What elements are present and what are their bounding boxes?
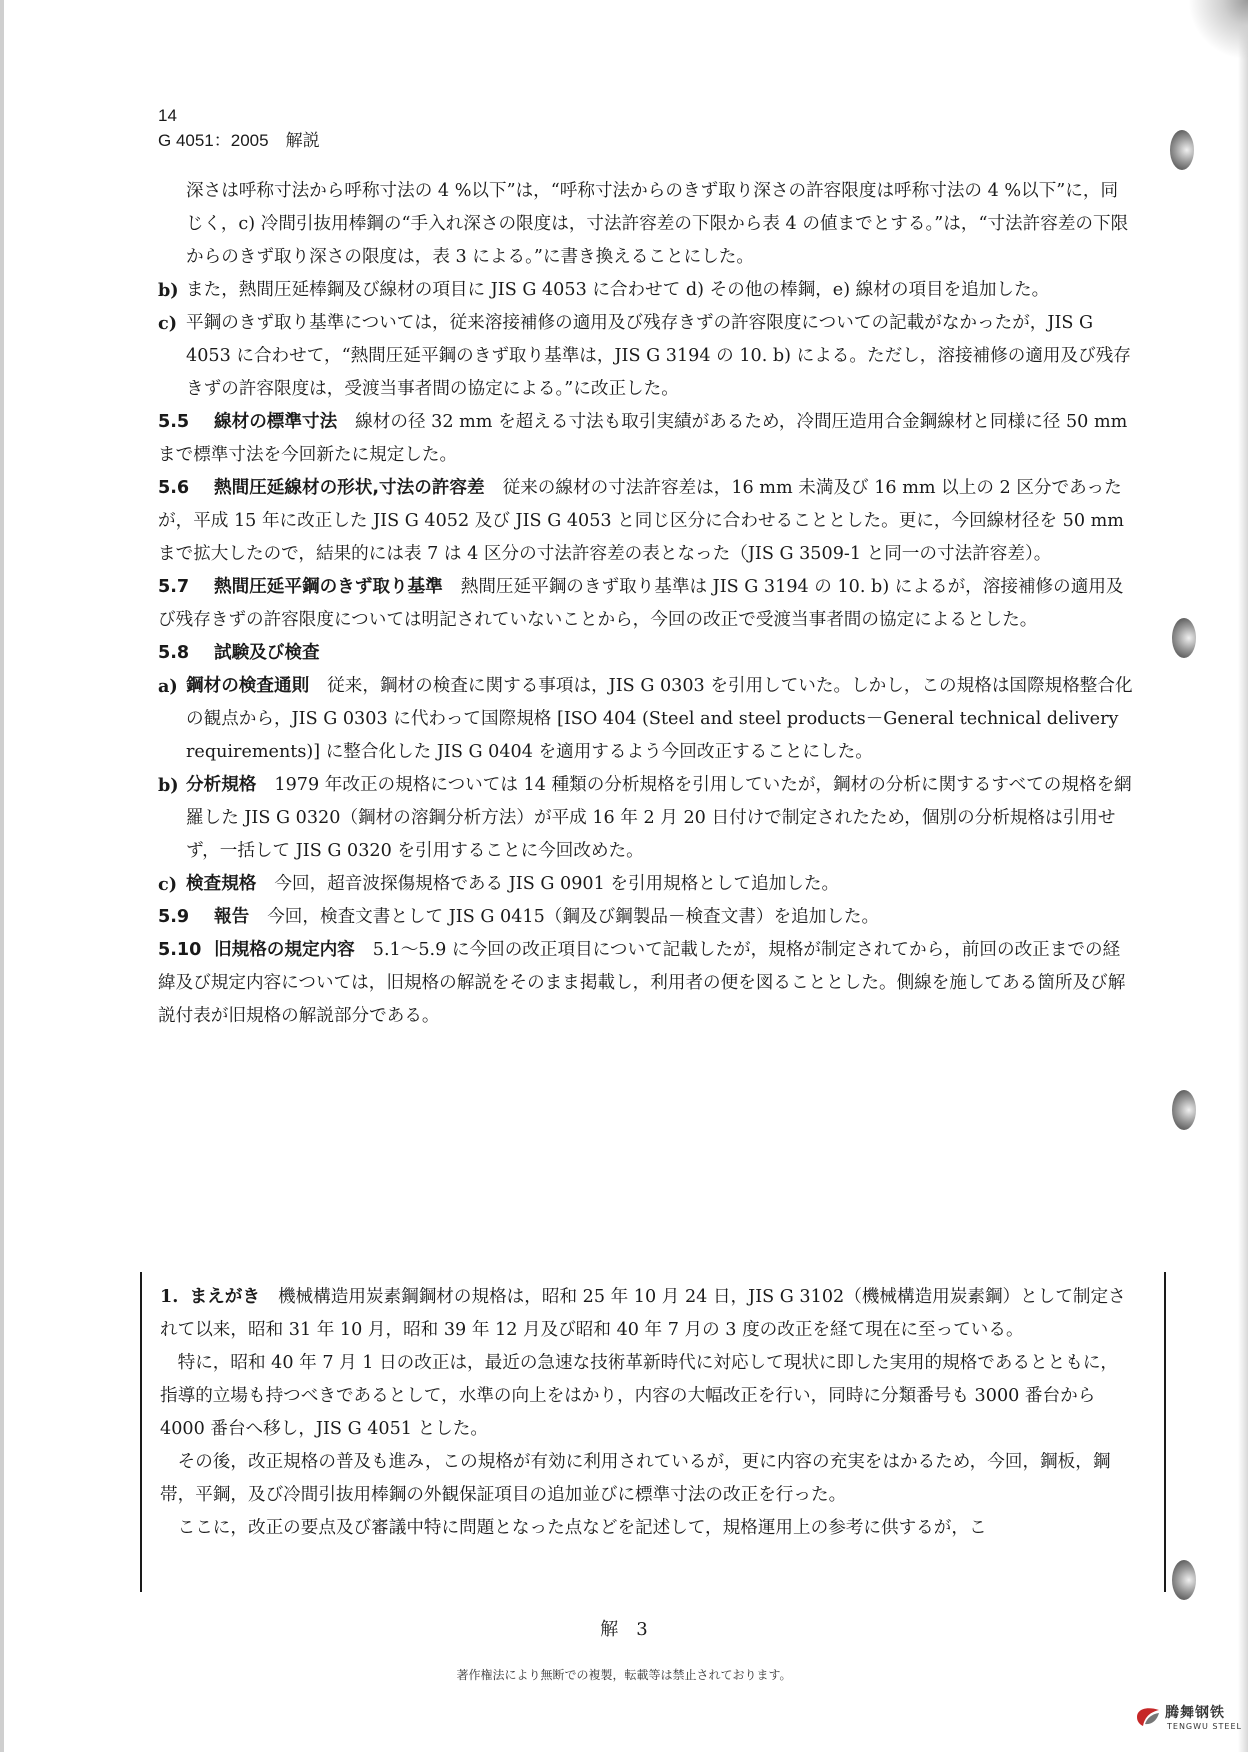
section-5-9: [158, 901, 1134, 934]
item-text: 従来，鋼材の検査に関する事項は，JIS G 0303 を引用していた。しかし，この規格は国際規格整合化の観点から，JIS G 0303 に代わって国際規格 [ISO 404 (Steel and steel products－General technical delivery requirements)] に整合化した JIS G 0404 を適用するよう今回改正することにした。: [186, 676, 1133, 762]
old-paragraph-1: 機械構造用炭素鋼鋼材の規格は，昭和 25 年 10 月 24 日，JIS G 3102（機械構造用炭素鋼）として制定されて以来，昭和 31 年 10 月，昭和 39 年 12 月及び昭和 40 年 7 月の 3 度の改正を経て現在に至っている。: [160, 1287, 1126, 1340]
section-number: 5.5: [158, 412, 190, 432]
old-intro-paragraph: [160, 1280, 1132, 1347]
scan-left-edge: [0, 0, 4, 1752]
copyright-notice: 著作権法により無断での複製，転載等は禁止されております。: [456, 1668, 792, 1682]
item-title: 分析規格: [186, 775, 257, 795]
item-label: c): [158, 313, 178, 334]
old-section-number: 1.: [160, 1286, 179, 1307]
section-title: 試験及び検査: [214, 643, 320, 663]
item-text: 1979 年改正の規格については 14 種類の分析規格を引用していたが，鋼材の分析に関するすべての規格を網羅した JIS G 0320（鋼材の溶鋼分析方法）が平成 16 年 2 月 20 日付けで制定されたため，個別の分析規格は引用せず，一括して JIS G 0320 を引用することに今回改めた。: [186, 775, 1132, 861]
document-id: G 4051：2005 解説: [158, 130, 320, 150]
item-label: a): [158, 676, 178, 697]
item-c: [158, 307, 1134, 406]
section-title: 旧規格の規定内容: [214, 940, 355, 960]
footer-page-number: 解 3: [600, 1619, 648, 1640]
punch-hole-1: [1170, 130, 1194, 170]
section-number: 5.8: [158, 643, 190, 663]
section-5-6: [158, 472, 1134, 571]
section-5-7: [158, 571, 1134, 637]
punch-hole-4: [1172, 1560, 1196, 1600]
item-title: 鋼材の検査通則: [186, 676, 310, 696]
continued-paragraph: 深さは呼称寸法から呼称寸法の 4 %以下”は，“呼称寸法からのきず取り深さの許容限度は呼称寸法の 4 %以下”に，同じく，c) 冷間引抜用棒鋼の“手入れ深さの限度は，寸法許容差の下限から表 4 の値までとする。”は，“寸法許容差の下限からのきず取り深さの限度は，表 3 による。”に書き換えることにした。: [186, 181, 1129, 267]
section-text: 線材の径 32 mm を超える寸法も取引実績があるため，冷間圧造用合金鋼線材と同様に径 50 mm まで標準寸法を今回新たに規定した。: [158, 412, 1128, 465]
section-title: 線材の標準寸法: [214, 412, 338, 432]
logo-text-en: TENGWU STEEL: [1167, 1722, 1242, 1731]
section-title: 熱間圧延平鋼のきず取り基準: [214, 577, 443, 597]
section-title: 熱間圧延線材の形状,寸法の許容差: [214, 478, 485, 498]
logo-text-cn: 腾舞钢铁: [1165, 1705, 1225, 1721]
section-5-8: [158, 637, 1134, 670]
item-text: 平鋼のきず取り基準については，従来溶接補修の適用及び残存きずの許容限度についての記載がなかったが，JIS G 4053 に合わせて，“熱間圧延平鋼のきず取り基準は，JIS G 3194 の 10. b) による。ただし，溶接補修の適用及び残存きずの許容限度は，受渡当事者間の協定による。”に改正した。: [186, 313, 1131, 399]
punch-hole-3: [1172, 1090, 1196, 1130]
section-5-10: [158, 934, 1134, 1033]
item-text: 今回，超音波探傷規格である JIS G 0901 を引用規格として追加した。: [274, 874, 840, 894]
old-commentary: [160, 1280, 1132, 1545]
scan-right-edge: [1238, 0, 1248, 1752]
old-paragraph-3: その後，改正規格の普及も進み，この規格が有効に利用されているが，更に内容の充実をはかるため，今回，鋼板，鋼帯，平鋼，及び冷間引抜用棒鋼の外観保証項目の追加並びに標準寸法の改正を行った。: [160, 1452, 1111, 1505]
old-paragraph-2: 特に，昭和 40 年 7 月 1 日の改正は，最近の急速な技術革新時代に対応して現状に即した実用的規格であるとともに，指導的立場も持つべきであるとして，水準の向上をはかり，内容の大幅改正を行い，同時に分類番号も 3000 番台から 4000 番台へ移し，JIS G 4051 とした。: [160, 1353, 1119, 1439]
section-number: 5.9: [158, 907, 190, 927]
section-text: 今回，検査文書として JIS G 0415（鋼及び鋼製品－検査文書）を追加した。: [267, 907, 880, 927]
main-content: [158, 175, 1134, 1033]
punch-hole-2: [1172, 618, 1196, 658]
item-5-8-a: [158, 670, 1134, 769]
section-text: 5.1～5.9 に今回の改正項目について記載したが，規格が制定されてから，前回の改正までの経緯及び規定内容については，旧規格の解説をそのまま掲載し，利用者の便を図ることとした。側線を施してある箇所及び解説付表が旧規格の解説部分である。: [158, 940, 1126, 1026]
section-number: 5.7: [158, 577, 190, 597]
page-number: 14: [158, 106, 177, 125]
section-number: 5.6: [158, 478, 190, 498]
section-text: 従来の線材の寸法許容差は，16 mm 未満及び 16 mm 以上の 2 区分であったが，平成 15 年に改正した JIS G 4052 及び JIS G 4053 と同じ区分に合わせることとした。更に，今回線材径を 50 mm まで拡大したので，結果的には表 7 は 4 区分の寸法許容差の表となった（JIS G 3509-1 と同一の寸法許容差）。: [158, 478, 1124, 564]
section-number: 5.10: [158, 940, 202, 960]
watermark-logo: [1135, 1700, 1245, 1740]
section-text: 熱間圧延平鋼のきず取り基準は JIS G 3194 の 10. b) によるが，溶接補修の適用及び残存きずの許容限度については明記されていないことから，今回の改正で受渡当事者間の協定によるとした。: [158, 577, 1124, 630]
page-header: [158, 104, 320, 153]
item-5-8-b: [158, 769, 1134, 868]
item-5-8-c: [158, 868, 1134, 901]
item-b: [158, 274, 1134, 307]
section-title: 報告: [214, 907, 250, 927]
item-text: また，熱間圧延棒鋼及び線材の項目に JIS G 4053 に合わせて d) その他の棒鋼，e) 線材の項目を追加した。: [186, 280, 1050, 300]
old-section-title: まえがき: [189, 1287, 260, 1307]
item-label: b): [158, 775, 179, 796]
logo-mark-icon: [1135, 1704, 1161, 1730]
item-label: b): [158, 280, 179, 301]
item-title: 検査規格: [186, 874, 257, 894]
scan-corner-shadow: [1188, 0, 1248, 60]
item-label: c): [158, 874, 178, 895]
old-paragraph-4: ここに，改正の要点及び審議中特に問題となった点などを記述して，規格運用上の参考に供するが，こ: [177, 1518, 987, 1538]
section-5-5: [158, 406, 1134, 472]
